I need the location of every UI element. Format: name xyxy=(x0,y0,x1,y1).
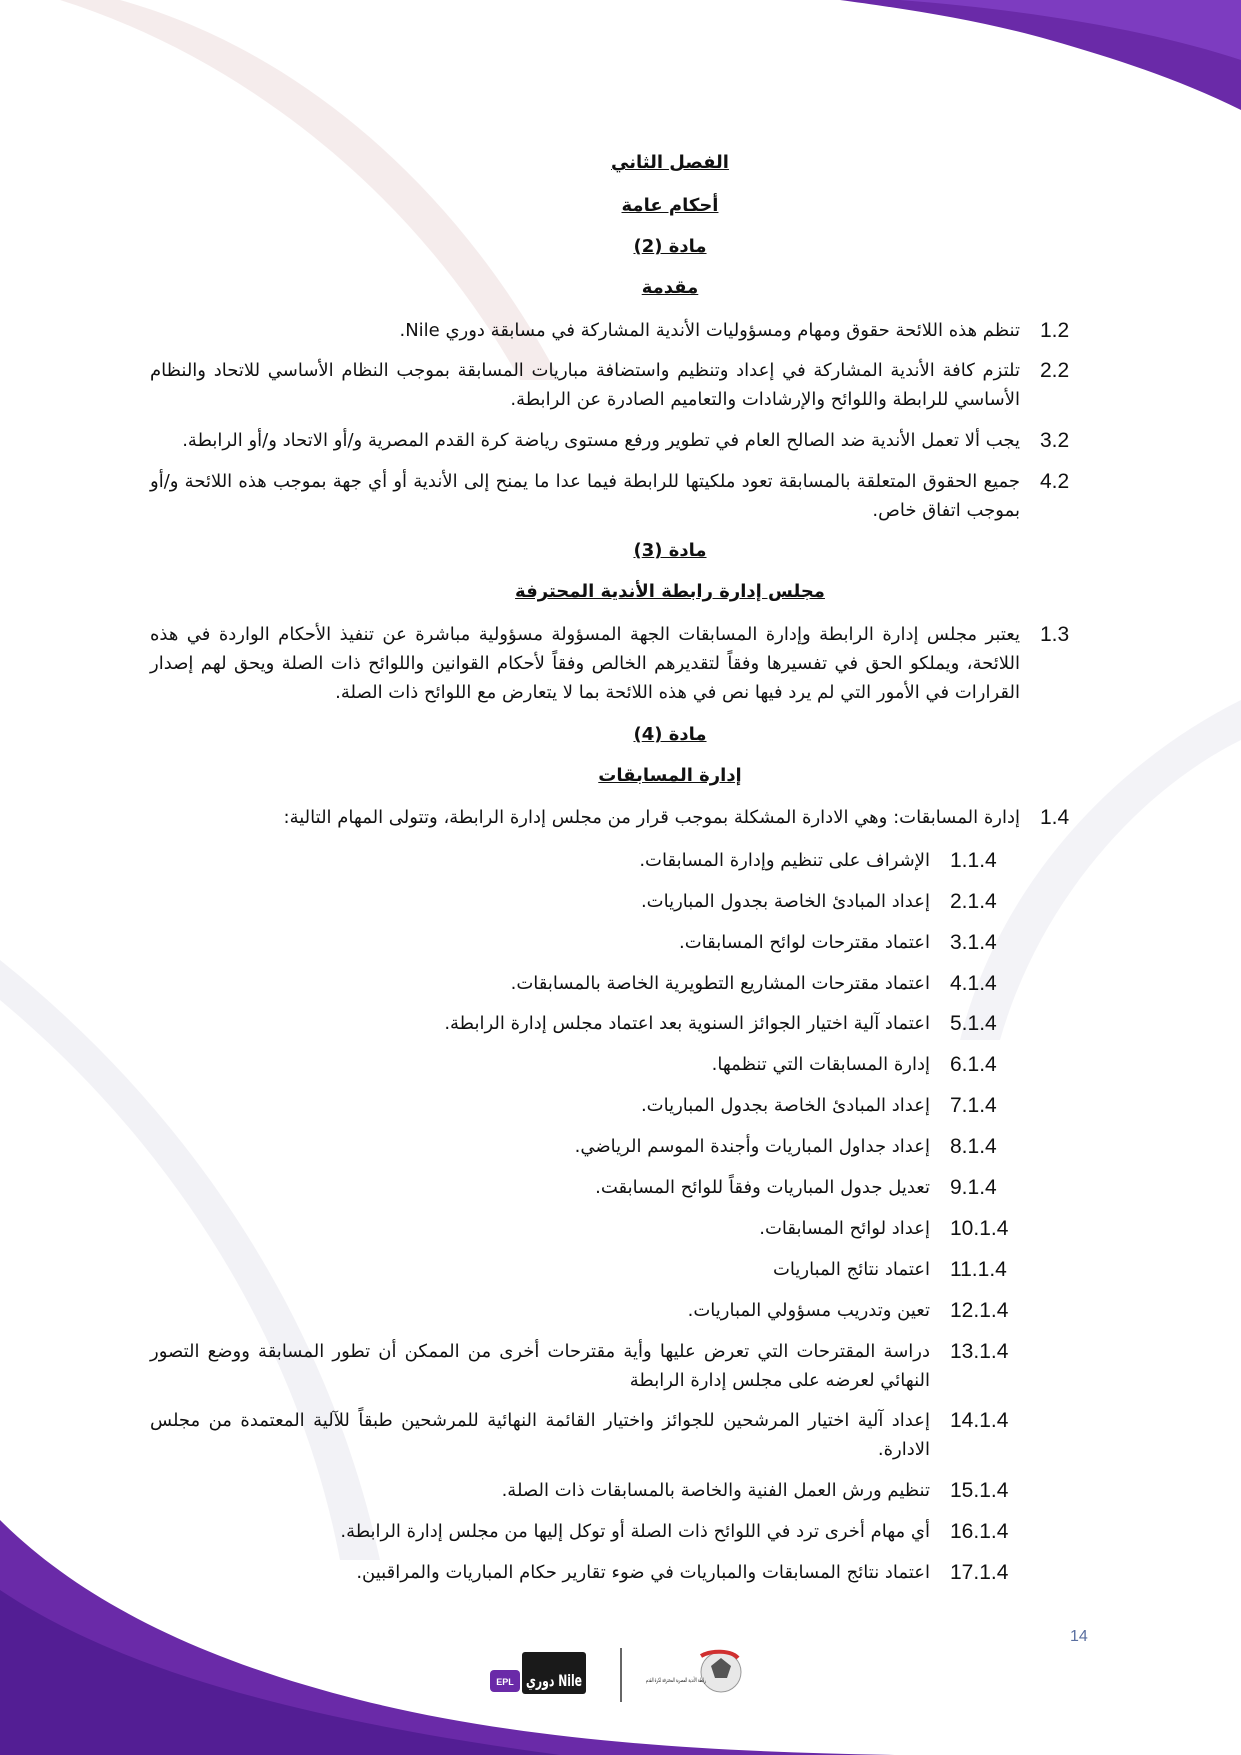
subclause-row xyxy=(150,887,1020,916)
clause-row xyxy=(150,620,1096,707)
subclause-row xyxy=(150,1517,1020,1546)
subclause-text: إعداد المبادئ الخاصة بجدول المباريات. xyxy=(640,891,930,912)
article-subheading: مقدمة xyxy=(641,277,699,298)
subclause-row xyxy=(150,846,1020,875)
subclause-text: اعتماد آلية اختيار الجوائز السنوية بعد اعتماد مجلس إدارة الرابطة. xyxy=(444,1013,930,1034)
subclause-number: 2.1.4 xyxy=(950,890,997,913)
subclause-row xyxy=(150,1558,1020,1587)
footer-logos xyxy=(486,1644,756,1704)
clause-row xyxy=(150,356,1096,414)
clause-text: يجب ألا تعمل الأندية ضد الصالح العام في تطوير ورفع مستوى رياضة كرة القدم المصرية و/أو الاتحاد و/أو الرابطة. xyxy=(182,430,1020,451)
subclause-text: دراسة المقترحات التي تعرض عليها وأية مقترحات أخرى من الممكن أن تطور المسابقة ووضع التصور النهائي لعرضه على مجلس إدارة الرابطة xyxy=(150,1341,930,1391)
subclause-row xyxy=(150,1406,1020,1464)
page-number: 14 xyxy=(1070,1628,1088,1645)
subclause-row xyxy=(150,1009,1020,1038)
subclause-text: اعتماد نتائج المباريات xyxy=(772,1259,930,1280)
article-subheading: إدارة المسابقات xyxy=(598,765,742,786)
clause-number: 1.2 xyxy=(1040,319,1070,342)
subclause-row xyxy=(150,1173,1020,1202)
subclause-text: إعداد آلية اختيار المرشحين للجوائز واختيار القائمة النهائية للمرشحين طبقاً للآلية المعتمدة من مجلس الادارة. xyxy=(150,1410,930,1460)
chapter-subtitle: أحكام عامة xyxy=(621,195,719,216)
article-subheading: مجلس إدارة رابطة الأندية المحترفة xyxy=(515,581,825,602)
subclause-text: اعتماد مقترحات لوائح المسابقات. xyxy=(678,932,930,953)
clause-row xyxy=(150,316,1096,345)
subclause-text: تعين وتدريب مسؤولي المباريات. xyxy=(687,1300,930,1321)
subclause-number: 14.1.4 xyxy=(950,1409,1009,1432)
subclause-text: تعديل جدول المباريات وفقاً للوائح المسابقت. xyxy=(595,1177,930,1198)
subclause-text: إعداد لوائح المسابقات. xyxy=(759,1218,930,1239)
article-heading: مادة (4) xyxy=(633,724,707,745)
subclause-number: 3.1.4 xyxy=(950,931,997,954)
subclause-number: 10.1.4 xyxy=(950,1217,1009,1240)
subclause-row xyxy=(150,928,1020,957)
subclause-number: 11.1.4 xyxy=(950,1258,1007,1281)
subclause-number: 13.1.4 xyxy=(950,1340,1009,1363)
clause-text: يعتبر مجلس إدارة الرابطة وإدارة المسابقات الجهة المسؤولة مسؤولية مباشرة عن تنفيذ الأحكام الواردة في هذه اللائحة، ويملكو الحق في تفسيرها وفقاً لتقديرهم الخالص وفقاً لأحكام القوانين واللوائح ذات الصلة ويحق لهم إصدار القرارات في الأمور التي لم يرد فيها نص في هذه اللائحة بما لا يتعارض مع اللوائح ذات الصلة. xyxy=(150,624,1020,703)
clause-row xyxy=(150,803,1096,832)
subclause-number: 6.1.4 xyxy=(950,1053,997,1076)
subclause-text: إعداد المبادئ الخاصة بجدول المباريات. xyxy=(640,1095,930,1116)
subclause-row xyxy=(150,1050,1020,1079)
league-logo-text: دوري Nile xyxy=(526,1671,596,1690)
clause-row xyxy=(150,426,1096,455)
subclause-number: 4.1.4 xyxy=(950,972,997,995)
subclause-row xyxy=(150,1091,1020,1120)
subclause-text: اعتماد مقترحات المشاريع التطويرية الخاصة بالمسابقات. xyxy=(510,973,930,994)
clause-text: تلتزم كافة الأندية المشاركة في إعداد وتنظيم واستضافة مباريات المسابقة بموجب النظام الأساسي للاتحاد والنظام الأساسي للرابطة واللوائح والإرشادات والتعاميم الصادرة عن الرابطة. xyxy=(150,360,1020,410)
subclause-number: 16.1.4 xyxy=(950,1520,1009,1543)
subclause-number: 15.1.4 xyxy=(950,1479,1009,1502)
clause-number: 3.2 xyxy=(1040,429,1070,452)
subclause-number: 12.1.4 xyxy=(950,1299,1009,1322)
subclause-text: اعتماد نتائج المسابقات والمباريات في ضوء تقارير حكام المباريات والمراقبين. xyxy=(356,1562,930,1583)
article-heading: مادة (3) xyxy=(633,540,707,561)
subclause-row xyxy=(150,1214,1020,1243)
clause-row xyxy=(150,467,1096,525)
clause-number: 4.2 xyxy=(1040,470,1070,493)
article-heading: مادة (2) xyxy=(633,236,707,257)
clause-number: 1.4 xyxy=(1040,806,1070,829)
clause-number: 1.3 xyxy=(1040,623,1070,646)
subclause-number: 8.1.4 xyxy=(950,1135,997,1158)
subclause-row xyxy=(150,1255,1020,1284)
association-logo-text: رابطة الأندية المصرية المحترفة لكرة القدم xyxy=(646,1677,753,1684)
subclause-number: 9.1.4 xyxy=(950,1176,997,1199)
subclause-row xyxy=(150,1132,1020,1161)
clause-text: جميع الحقوق المتعلقة بالمسابقة تعود ملكيتها للرابطة فيما عدا ما يمنح إلى الأندية أو أي جهة بموجب هذه اللائحة و/أو بموجب اتفاق خاص. xyxy=(150,471,1020,521)
clause-text: تنظم هذه اللائحة حقوق ومهام ومسؤوليات الأندية المشاركة في مسابقة دوري Nile. xyxy=(399,320,1020,341)
epl-badge: EPL xyxy=(496,1677,514,1687)
subclause-number: 1.1.4 xyxy=(950,849,997,872)
clause-number: 2.2 xyxy=(1040,359,1070,382)
subclause-number: 5.1.4 xyxy=(950,1012,997,1035)
subclause-number: 17.1.4 xyxy=(950,1561,1009,1584)
chapter-title: الفصل الثاني xyxy=(611,152,729,173)
footer-logo-graphic xyxy=(486,1644,756,1704)
subclause-row xyxy=(150,969,1020,998)
subclause-text: أي مهام أخرى ترد في اللوائح ذات الصلة أو توكل إليها من مجلس إدارة الرابطة. xyxy=(340,1521,930,1542)
subclause-number: 7.1.4 xyxy=(950,1094,997,1117)
clause-text: إدارة المسابقات: وهي الادارة المشكلة بموجب قرار من مجلس إدارة الرابطة، وتتولى المهام التالية: xyxy=(283,807,1020,828)
subclause-text: إعداد جداول المباريات وأجندة الموسم الرياضي. xyxy=(574,1136,930,1157)
subclause-text: تنظيم ورش العمل الفنية والخاصة بالمسابقات ذات الصلة. xyxy=(501,1480,930,1501)
subclause-row xyxy=(150,1296,1020,1325)
subclause-row xyxy=(150,1337,1020,1395)
subclause-text: الإشراف على تنظيم وإدارة المسابقات. xyxy=(639,850,930,871)
subclause-row xyxy=(150,1476,1020,1505)
subclause-text: إدارة المسابقات التي تنظمها. xyxy=(711,1054,930,1075)
